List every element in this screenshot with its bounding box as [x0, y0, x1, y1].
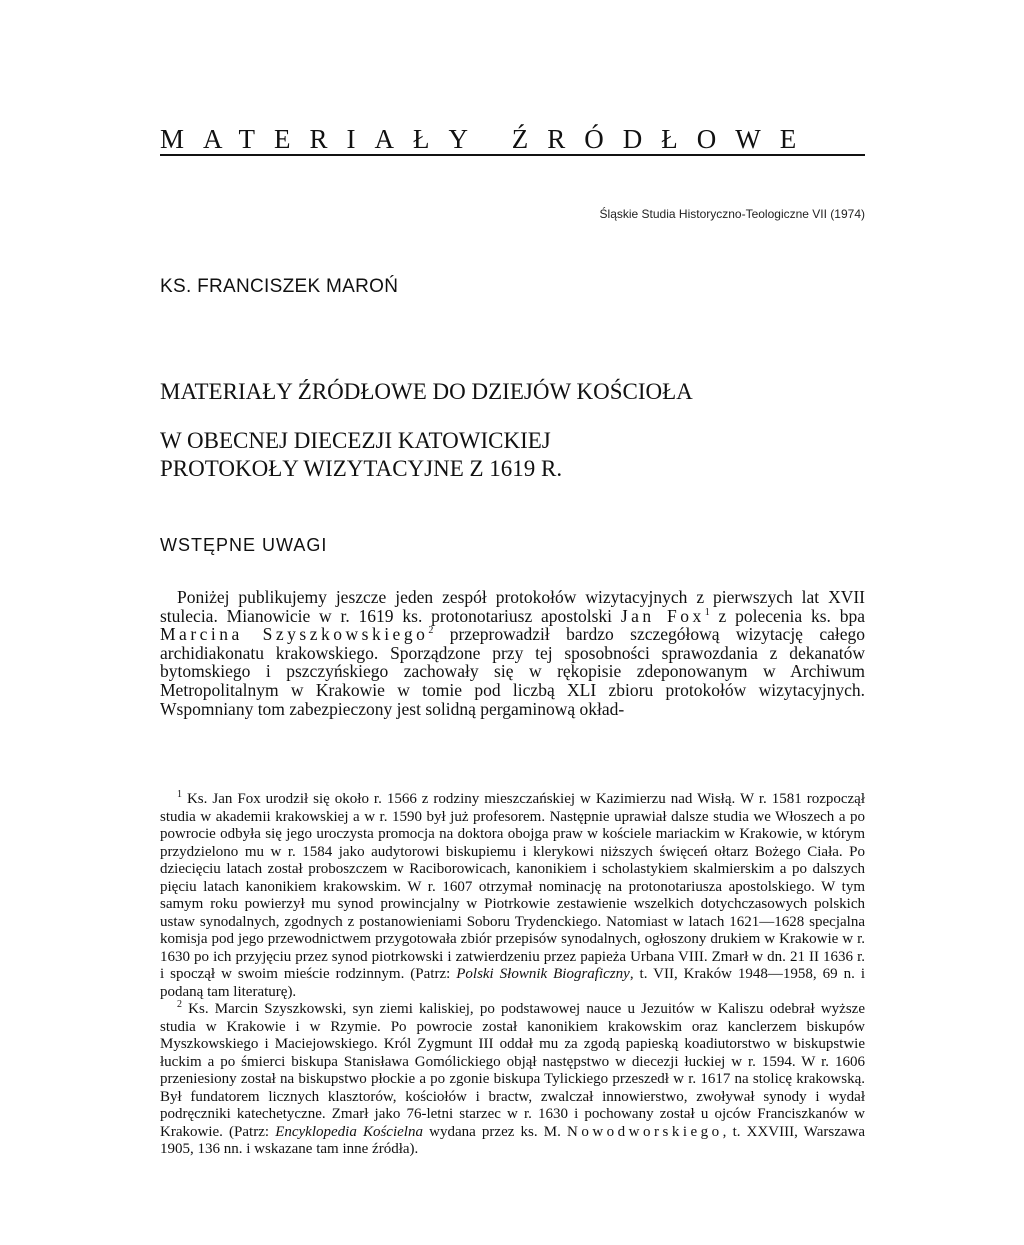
section-header: MATERIAŁY ŹRÓDŁOWE [160, 124, 816, 154]
author-name: KS. FRANCISZEK MAROŃ [160, 276, 399, 297]
person-name-nowodworski: Nowodworskiego [567, 1123, 723, 1140]
footnote-text: Ks. Marcin Szyszkowski, syn ziemi kaliskiej, po podstawowej nauce u Jezuitów w Kaliszu odebrał wyższe studia w Krakowie i w Rzymie. Po powrocie został kanonikiem krakowskim oraz kanclerzem biskupów Myszkowskiego i Maciejowskiego. Król Zygmunt III oddał mu za zgodą papieską koadiutorstwo w biskupstwie łuckim a po śmierci biskupa Stanisława Gomólickiego objął następstwo w diecezji łuckiej w r. 1594. W r. 1606 przeniesiony został na biskupstwo płockie a po zgonie biskupa Tylickiego przeszedł w r. 1617 na stolicę krakowską. Był fundatorem licznych klasztorów, kościołów i bractw, zwalczał innowierstwo, zwoływał synody i wydał podręczniki katechetyczne. Zmarł jako 76-letni starzec w r. 1630 i pochowany został u ojców Franciszkanów w Krakowie. (Patrz: [160, 1001, 865, 1140]
section-heading: WSTĘPNE UWAGI [160, 535, 328, 555]
footnote-text: wydana przez ks. M. [422, 1123, 568, 1140]
footnotes [160, 791, 865, 1159]
footnote-1 [160, 791, 865, 1001]
footnote-text: Ks. Jan Fox urodził się około r. 1566 z rodziny mieszczańskiej w Kazimierzu nad Wisłą. W r. 1581 rozpoczął studia w akademii krakowskiej a w r. 1590 był już profesorem. Następnie uprawiał dalsze studia we Włoszech a po powrocie odbyła się jego uroczysta promocja na doktora obojga praw w kościele mariackim w Krakowie, w którym przydzielono mu w r. 1584 jako audytorowi biskupiemu i klerykowi niższych święceń ołtarz Bożego Ciała. Po dziecięciu latach został proboszczem w Raciborowicach, kanonikiem i scholastykiem skalmierskim a po dalszych pięciu latach kanonikiem krakowskim. W r. 1607 otrzymał nominację na protonotariusza apostolskiego. W tym samym roku powierzył mu synod prowincjalny w Piotrkowie zestawienie wszelkich dotychczasowych polskich ustaw synodalnych, zgodnych z postanowieniami Soboru Trydenckiego. Natomiast w latach 1621—1628 specjalna komisja pod jego przewodnictwem przygotowała zbiór przepisów synodalnych, ogłoszony drukiem w Krakowie w r. 1630 po ich przyjęciu przez synod piotrkowski i zatwierdzeniu przez papieża Urbana VIII. Zmarł w dn. 21 II 1636 r. i spoczął w swoim mieście rodzinnym. (Patrz: [160, 791, 865, 982]
footnote-ref-1: 1 [704, 606, 710, 618]
intro-paragraph [160, 588, 865, 718]
footnote-number: 1 [177, 789, 182, 800]
intro-text-2: z polecenia ks. bpa [709, 605, 866, 626]
header-rule [160, 154, 865, 156]
intro-text-1: Poniżej publikujemy jeszcze jeden zespół protokołów wizytacyjnych z pierwszych lat XVII stulecia. Mianowicie w r. 1619 ks. protonotariusz apostolski [160, 587, 865, 626]
title-line-3: PROTOKOŁY WIZYTACYJNE Z 1619 R. [160, 456, 563, 481]
footnote-text: , t. XXVIII, Warszawa 1905, 136 nn. i wskazane tam inne źródła). [160, 1123, 866, 1157]
title-line-2: W OBECNEJ DIECEZJI KATOWICKIEJ [160, 428, 551, 453]
footnote-italic-title: Encyklopedia Kościelna [275, 1123, 423, 1140]
footnote-2 [160, 1001, 865, 1159]
person-name-szyszkowski: Marcina Szyszkowskiego [160, 624, 429, 645]
footnote-text: , t. VII, Kraków 1948—1958, 69 n. i podaną tam literaturę). [160, 966, 865, 1000]
footnote-number: 2 [177, 999, 182, 1010]
footnote-italic-title: Polski Słownik Biograficzny [456, 966, 630, 982]
journal-reference: Śląskie Studia Historyczno-Teologiczne VII (1974) [599, 207, 865, 221]
person-name-fox: Jan Fox [620, 605, 705, 626]
title-line-1: MATERIAŁY ŹRÓDŁOWE DO DZIEJÓW KOŚCIOŁA [160, 379, 693, 404]
footnote-ref-2: 2 [428, 625, 434, 637]
intro-text-3: przeprowadził bardzo szczegółową wizytację całego archidiakonatu krakowskiego. Sporządzone przy tej sposobności sprawozdania z dekanatów bytomskiego i pszczyńskiego zachowały się w rękopisie zdeponowanym w Archiwum Metropolitalnym w Krakowie w tomie pod liczbą XLI zbioru protokołów wizytacyjnych. Wspomniany tom zabezpieczony jest solidną pergaminową okład- [160, 624, 865, 719]
article-title [160, 378, 860, 483]
